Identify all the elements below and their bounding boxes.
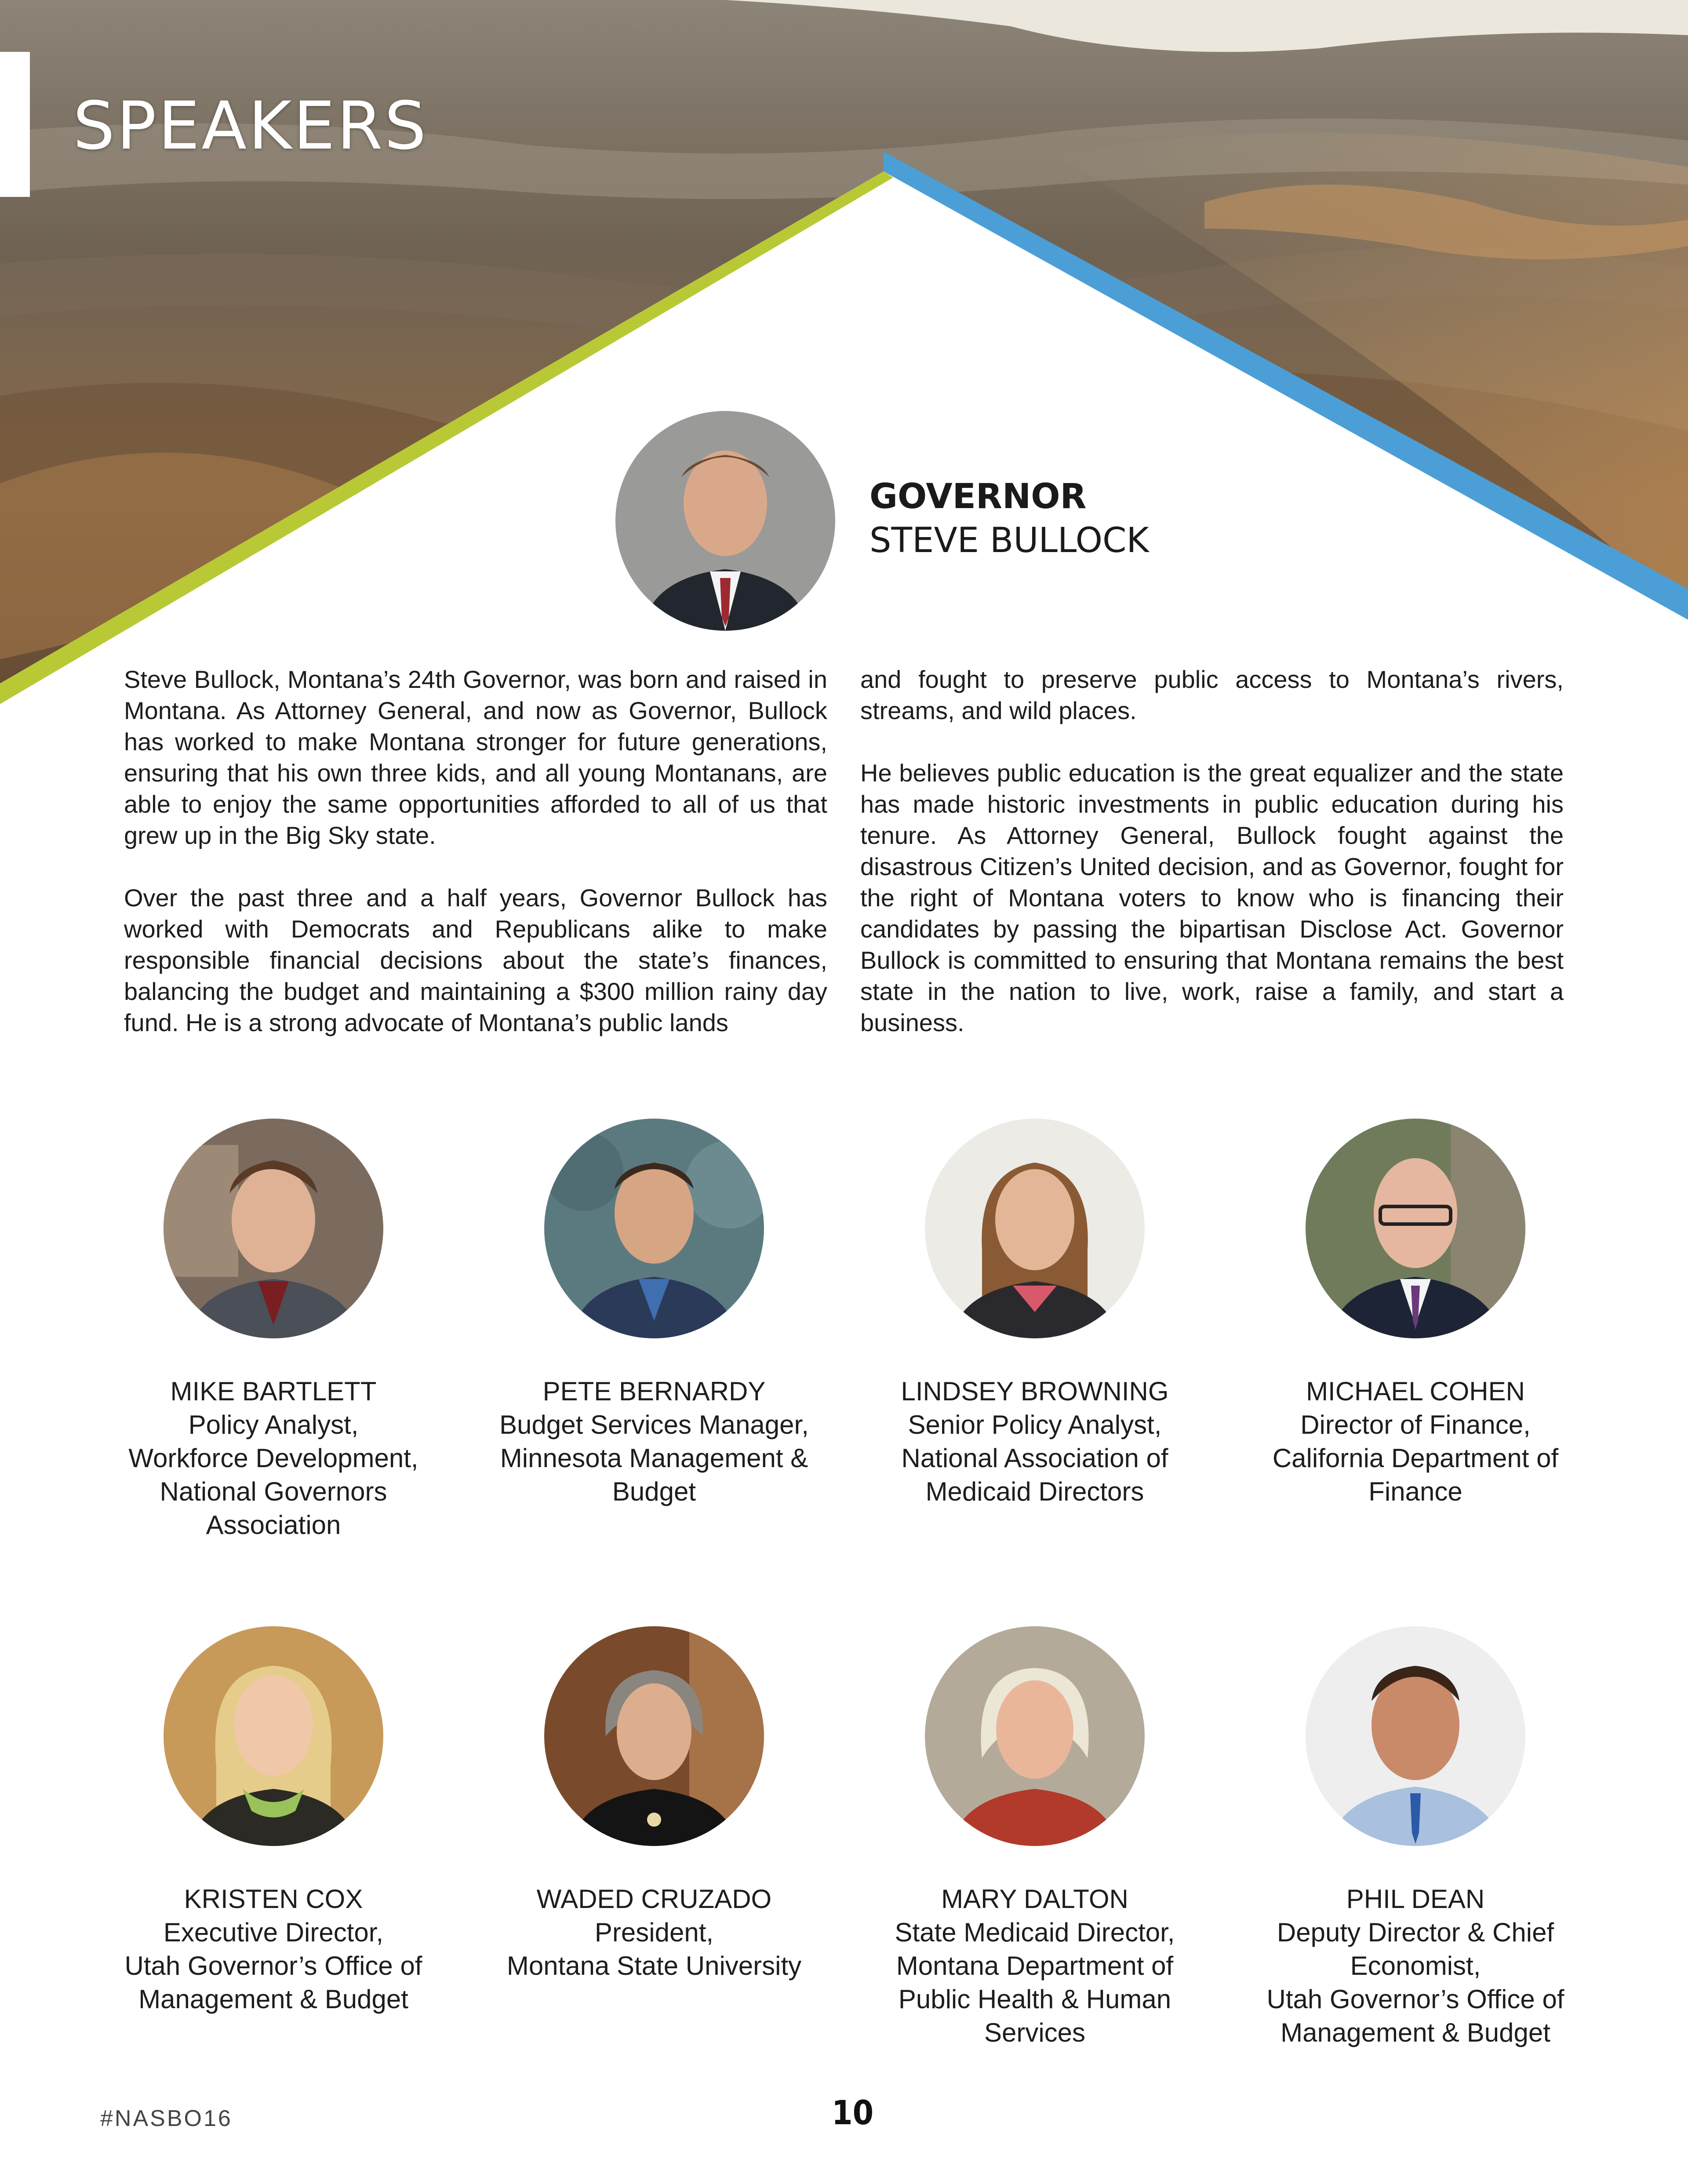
- speaker-card: [1240, 1119, 1591, 1508]
- speaker-name: WADED CRUZADO: [536, 1884, 772, 1914]
- speaker-name: PHIL DEAN: [1346, 1884, 1485, 1914]
- speaker-title-line: California Department of: [1272, 1443, 1559, 1473]
- speaker-title-line: Utah Governor’s Office of: [1266, 1984, 1564, 2014]
- bio-paragraph: Over the past three and a half years, Governor Bullock has worked with Democrats and Republicans alike to make responsible financial decisions about the state’s finances, balancing the budget and maintaining a $300 million rainy day fund. He is a strong advocate of Montana’s public lands: [124, 884, 827, 1036]
- speaker-name: KRISTEN COX: [184, 1884, 363, 1914]
- speaker-title-line: Policy Analyst,: [188, 1410, 359, 1439]
- speaker-photo: [925, 1119, 1145, 1338]
- speaker-title-line: Senior Policy Analyst,: [908, 1410, 1162, 1439]
- speaker-title-line: Public Health & Human: [898, 1984, 1171, 2014]
- speaker-card: [98, 1119, 449, 1542]
- speaker-card: [859, 1626, 1211, 2050]
- page-number: 10: [832, 2093, 874, 2132]
- speaker-name: MARY DALTON: [941, 1884, 1128, 1914]
- speaker-photo: [544, 1626, 764, 1846]
- speaker-title-line: Management & Budget: [1281, 2018, 1550, 2047]
- bio-paragraph: He believes public education is the great equalizer and the state has made historic investments in public education during his tenure. As Attorney General, Bullock fought against the disastrous Citizen’s United decision, and as Governor, fought for the right of Montana voters to know who is financing their candidates by passing the bipartisan Disclose Act. Governor Bullock is committed to ensuring that Montana remains the best state in the nation to live, work, raise a family, and start a business.: [860, 759, 1564, 1036]
- speaker-title-line: State Medicaid Director,: [895, 1918, 1175, 1947]
- speaker-photo: [164, 1119, 383, 1338]
- speaker-title-line: Medicaid Directors: [925, 1477, 1144, 1506]
- speaker-photo: [1306, 1119, 1525, 1338]
- bio-paragraph: and fought to preserve public access to Montana’s rivers, streams, and wild places.: [860, 665, 1564, 724]
- speaker-name: PETE BERNARDY: [542, 1377, 766, 1406]
- speaker-title-line: Montana State University: [506, 1951, 802, 1980]
- speaker-photo: [164, 1626, 383, 1846]
- speaker-card: [478, 1119, 830, 1508]
- speaker-title-line: Budget Services Manager,: [499, 1410, 809, 1439]
- speaker-title-line: President,: [594, 1918, 714, 1947]
- speaker-title-line: National Governors: [160, 1477, 387, 1506]
- speaker-title-line: Executive Director,: [163, 1918, 384, 1947]
- speaker-title-line: Deputy Director & Chief: [1277, 1918, 1554, 1947]
- speaker-title-line: Association: [206, 1510, 341, 1540]
- speaker-name: MICHAEL COHEN: [1306, 1377, 1525, 1406]
- footer-hashtag: #NASBO16: [100, 2106, 233, 2131]
- speaker-title-line: Services: [984, 2018, 1086, 2047]
- speaker-name: LINDSEY BROWNING: [901, 1377, 1169, 1406]
- featured-speaker-role: GOVERNOR: [869, 477, 1087, 516]
- speaker-title-line: Workforce Development,: [128, 1443, 418, 1473]
- featured-speaker-name: STEVE BULLOCK: [869, 521, 1149, 560]
- speaker-card: [478, 1626, 830, 1983]
- featured-bio-right-column: [860, 664, 1564, 1069]
- title-accent-bar: [0, 52, 30, 197]
- speaker-title-line: Director of Finance,: [1300, 1410, 1531, 1439]
- speaker-photo: [925, 1626, 1145, 1846]
- page-title: SPEAKERS: [73, 88, 428, 164]
- speaker-title-line: Budget: [612, 1477, 696, 1506]
- speaker-title-line: Economist,: [1350, 1951, 1481, 1980]
- speaker-photo: [544, 1119, 764, 1338]
- speaker-title-line: Montana Department of: [896, 1951, 1174, 1980]
- speaker-title-line: Utah Governor’s Office of: [124, 1951, 422, 1980]
- speaker-title-line: Management & Budget: [138, 1984, 408, 2014]
- speaker-card: [98, 1626, 449, 2016]
- speaker-photo: [1306, 1626, 1525, 1846]
- featured-bio-left-column: [124, 664, 827, 1069]
- speaker-name: MIKE BARTLETT: [170, 1377, 377, 1406]
- featured-speaker-photo: [615, 411, 835, 631]
- bio-paragraph: Steve Bullock, Montana’s 24th Governor, was born and raised in Montana. As Attorney General, and now as Governor, Bullock has worked to make Montana stronger for future generations, ensuring that his own three kids, and all young Montanans, are able to enjoy the same opportunities afforded to all of us that grew up in the Big Sky state.: [124, 665, 827, 849]
- speaker-card: [1240, 1626, 1591, 2050]
- speaker-title-line: Minnesota Management &: [500, 1443, 808, 1473]
- speaker-card: [859, 1119, 1211, 1508]
- speaker-title-line: National Association of: [901, 1443, 1168, 1473]
- speaker-title-line: Finance: [1368, 1477, 1462, 1506]
